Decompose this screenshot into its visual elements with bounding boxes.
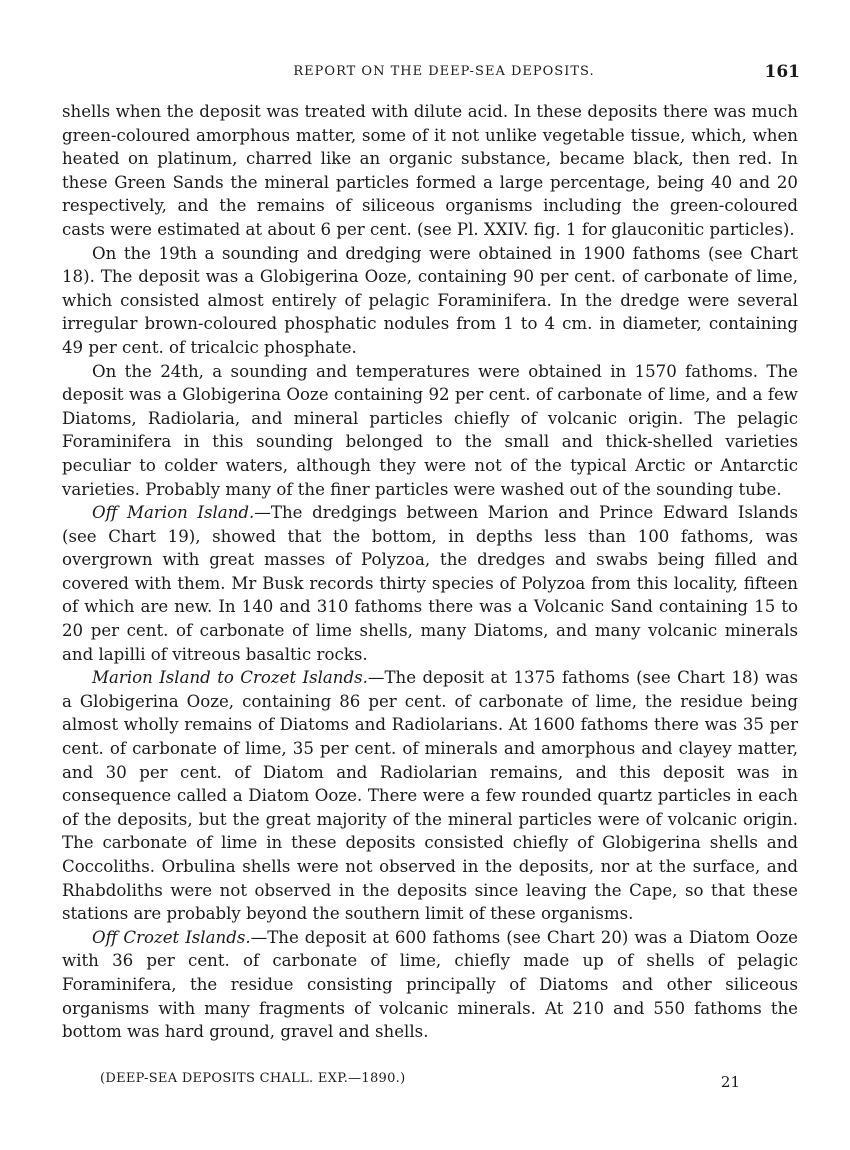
- paragraph-text: On the 19th a sounding and dredging were obtained in 1900 fathoms (see Chart 18). The deposit was a Globigerina Ooze, containing 90 per cent. of carbonate of lime, which consisted almost entirely of pelagic Foraminifera. In the dredge were several irregular brown-coloured phosphatic nodules from 1 to 4 cm. in diameter, containing 49 per cent. of tricalcic phosphate.: [62, 243, 798, 357]
- paragraph: [62, 666, 798, 926]
- paragraph: [62, 360, 798, 502]
- page-footer: [100, 1069, 740, 1091]
- paragraph-lead: Off Crozet Islands.: [92, 927, 251, 947]
- paragraph: [62, 242, 798, 360]
- running-title: REPORT ON THE DEEP-SEA DEPOSITS.: [293, 64, 595, 79]
- paragraph-text: shells when the deposit was treated with dilute acid. In these deposits there was much green-coloured amorphous matter, some of it not unlike vegetable tissue, which, when heated on platinum, charred like an organic substance, became black, then red. In these Green Sands the mineral particles formed a large percentage, being 40 and 20 respectively, and the remains of siliceous organisms including the green-coloured casts were estimated at about 6 per cent. (see Pl. XXIV. fig. 1 for glauconitic particles).: [62, 102, 798, 239]
- paragraph-text: —The deposit at 1375 fathoms (see Chart 18) was a Globigerina Ooze, containing 86 per cent. of carbonate of lime, the residue being almost wholly remains of Diatoms and Radiolarians. At 1600 fathoms there was 35 per cent. of carbonate of lime, 35 per cent. of minerals and amorphous and clayey matter, and 30 per cent. of Diatom and Radiolarian remains, and this deposit was in consequence called a Diatom Ooze. There were a few rounded quartz particles in each of the deposits, but the great majority of the mineral particles were of volcanic origin. The carbonate of lime in these deposits consisted chiefly of Globigerina shells and Coccoliths. Orbulina shells were not observed in the deposits, nor at the surface, and Rhabdoliths were not observed in the deposits since leaving the Cape, so that these stations are probably beyond the southern limit of these organisms.: [62, 668, 798, 924]
- page-number: 161: [764, 62, 800, 82]
- paragraph: [62, 100, 798, 242]
- paragraph-text: —The dredgings between Marion and Prince Edward Islands (see Chart 19), showed that the bottom, in depths less than 100 fathoms, was overgrown with great masses of Polyzoa, the dredges and swabs being filled and covered with them. Mr Busk records thirty species of Polyzoa from this locality, fifteen of which are new. In 140 and 310 fathoms there was a Volcanic Sand containing 15 to 20 per cent. of carbonate of lime shells, many Diatoms, and many volcanic minerals and lapilli of vitreous basaltic rocks.: [62, 503, 798, 664]
- footer-citation: (DEEP-SEA DEPOSITS CHALL. EXP.—1890.): [100, 1071, 406, 1086]
- paragraph-text: —The deposit at 600 fathoms (see Chart 20) was a Diatom Ooze with 36 per cent. of carbonate of lime, chiefly made up of shells of pelagic Foraminifera, the residue consisting principally of Diatoms and other siliceous organisms with many fragments of volcanic minerals. At 210 and 550 fathoms the bottom was hard ground, gravel and shells.: [62, 927, 798, 1042]
- paragraph: [62, 926, 798, 1044]
- paragraph-lead: Off Marion Island.: [92, 503, 255, 523]
- page-header: [88, 62, 800, 86]
- paragraph-lead: Marion Island to Crozet Islands.: [92, 668, 368, 688]
- paragraph-text: On the 24th, a sounding and temperatures were obtained in 1570 fathoms. The deposit was a Globigerina Ooze containing 92 per cent. of carbonate of lime, and a few Diatoms, Radiolaria, and mineral particles chiefly of volcanic origin. The pelagic Foraminifera in this sounding belonged to the small and thick-shelled varieties peculiar to colder waters, although they were not of the typical Arctic or Antarctic varieties. Probably many of the finer particles were washed out of the sounding tube.: [62, 361, 798, 499]
- paragraph: [62, 501, 798, 666]
- body-text: [62, 100, 798, 1044]
- signature-mark: 21: [720, 1073, 740, 1091]
